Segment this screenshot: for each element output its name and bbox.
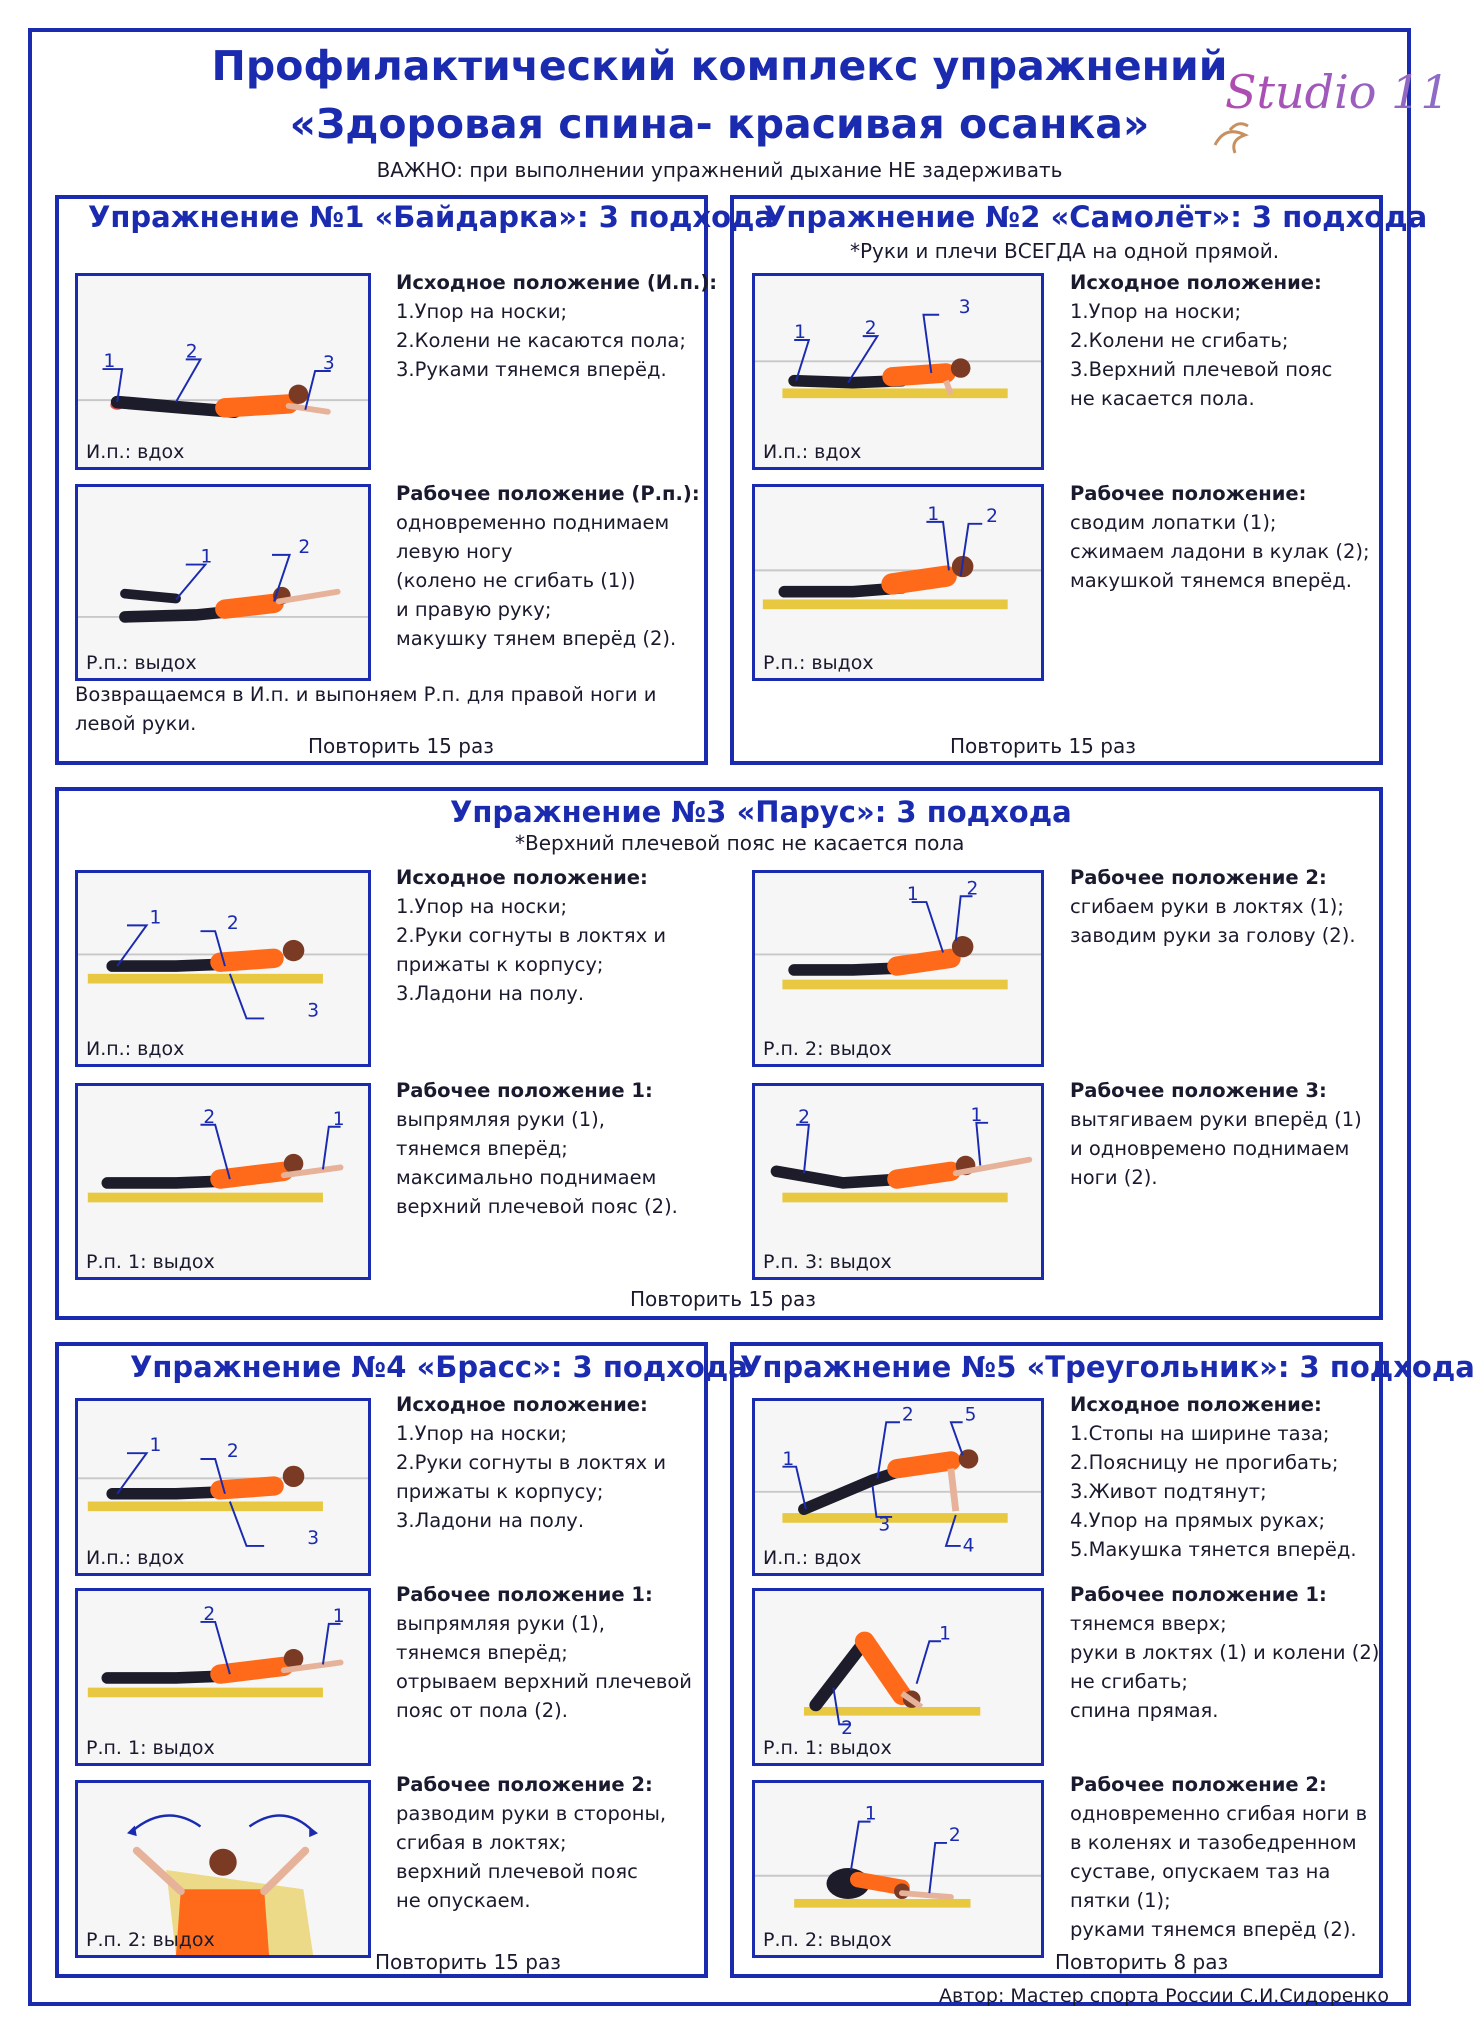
page-title-line2: «Здоровая спина- красивая осанка» [289, 100, 1150, 148]
exercise-5-work1-image [752, 1588, 1044, 1766]
work-line: руками тянемся вперёд (2). [1070, 1918, 1357, 1941]
exercise-5-work2-caption: Р.п. 2: выдох [763, 1929, 892, 1951]
exercise-2-repeat: Повторить 15 раз [950, 734, 1136, 758]
start-heading: Исходное положение: [396, 1393, 648, 1416]
exercise-3-note: *Верхний плечевой пояс не касается пола [515, 831, 965, 855]
label-1: 1 [332, 1606, 345, 1627]
exercise-1-start-text [396, 268, 717, 384]
work-heading: Рабочее положение 1: [396, 1583, 653, 1606]
work-line: одновременно поднимаем [396, 511, 670, 534]
exercise-4-work1-image [75, 1588, 371, 1766]
exercise-2-work-caption: Р.п.: выдох [763, 652, 874, 674]
label-1: 1 [927, 504, 940, 525]
exercise-2-start-image [752, 273, 1044, 470]
work-heading: Рабочее положение: [1070, 482, 1307, 505]
exercise-3-work2-text [1070, 863, 1356, 950]
exercise-2-start-caption: И.п.: вдох [763, 441, 862, 463]
label-2: 2 [948, 1825, 961, 1846]
start-heading: Исходное положение: [1070, 271, 1322, 294]
start-line: 3.Ладони на полу. [396, 982, 585, 1005]
work-heading: Рабочее положение 2: [1070, 866, 1327, 889]
label-1: 1 [200, 546, 213, 568]
exercise-4-work1-text [396, 1580, 692, 1725]
work-line: руки в локтях (1) и колени (2) [1070, 1641, 1380, 1664]
work-line: заводим руки за голову (2). [1070, 924, 1356, 947]
label-1: 1 [149, 907, 162, 929]
exercise-4-start-caption: И.п.: вдох [86, 1547, 185, 1569]
start-line: 1.Упор на носки; [1070, 300, 1242, 323]
start-line: прижаты к корпусу; [396, 953, 604, 976]
work-line: разводим руки в стороны, [396, 1802, 667, 1825]
start-line: не касается пола. [1070, 387, 1255, 410]
work-line: вытягиваем руки вперёд (1) [1070, 1108, 1362, 1131]
exercise-5-start-image [752, 1398, 1044, 1576]
exercise-5-work1-caption: Р.п. 1: выдох [763, 1737, 892, 1759]
exercise-1-return-text [75, 680, 656, 738]
work-line: одновременно сгибая ноги в [1070, 1802, 1368, 1825]
label-1: 1 [939, 1623, 951, 1645]
exercise-2-work-text [1070, 479, 1370, 595]
work-line: верхний плечевой пояс [396, 1860, 638, 1883]
studio-logo [1195, 50, 1450, 160]
start-line: 2.Поясницу не прогибать; [1070, 1451, 1339, 1474]
work-line: в коленях и тазобедренном [1070, 1831, 1357, 1854]
label-3: 3 [958, 296, 971, 318]
work-heading: Рабочее положение 2: [396, 1773, 653, 1796]
start-heading: Исходное положение: [396, 866, 648, 889]
exercise-5-work2-text [1070, 1770, 1367, 1944]
label-2: 2 [986, 505, 998, 527]
exercise-1-work-image [75, 484, 371, 681]
logo-text: Studio 11 [1225, 65, 1450, 119]
exercise-3-work3-caption: Р.п. 3: выдох [763, 1251, 892, 1273]
exercise-3-start-text [396, 863, 666, 1008]
start-line: прижаты к корпусу; [396, 1480, 604, 1503]
exercise-3-work2-image [752, 870, 1044, 1067]
work-line: сжимаем ладони в кулак (2); [1070, 540, 1370, 563]
exercise-3-work1-image [75, 1083, 371, 1280]
label-2: 2 [841, 1718, 854, 1739]
work-heading: Рабочее положение 1: [1070, 1583, 1327, 1606]
exercise-1-start-image [75, 273, 371, 470]
label-2: 2 [203, 1106, 216, 1128]
work-line: не сгибать; [1070, 1670, 1188, 1693]
exercise-5-title: Упражнение №5 «Треугольник»: 3 подхода [740, 1350, 1475, 1384]
work-line: и правую руку; [396, 598, 552, 621]
label-2: 2 [798, 1106, 810, 1128]
exercise-5-work2-image [752, 1780, 1044, 1958]
exercise-5-repeat: Повторить 8 раз [1055, 1950, 1229, 1974]
exercise-1-repeat: Повторить 15 раз [308, 734, 494, 758]
exercise-2-title: Упражнение №2 «Самолёт»: 3 подхода [764, 200, 1428, 234]
exercise-3-repeat: Повторить 15 раз [630, 1287, 816, 1311]
label-2: 2 [203, 1604, 216, 1625]
start-line: 3.Руками тянемся вперёд. [396, 358, 667, 381]
label-1: 1 [149, 1435, 162, 1457]
work-line: пятки (1); [1070, 1889, 1171, 1912]
label-1: 1 [332, 1108, 345, 1130]
start-line: 4.Упор на прямых руках; [1070, 1509, 1326, 1532]
exercise-1-title: Упражнение №1 «Байдарка»: 3 подхода [88, 200, 775, 234]
work-line: максимально поднимаем [396, 1166, 657, 1189]
return-line: левой руки. [75, 712, 197, 735]
start-line: 3.Ладони на полу. [396, 1509, 585, 1532]
work-line: сгибаем руки в локтях (1); [1070, 895, 1344, 918]
start-line: 3.Живот подтянут; [1070, 1480, 1267, 1503]
work-line: ноги (2). [1070, 1166, 1158, 1189]
exercise-3-work3-image [752, 1083, 1044, 1280]
work-heading: Рабочее положение 2: [1070, 1773, 1327, 1796]
work-heading: Рабочее положение 1: [396, 1079, 653, 1102]
work-line: выпрямляя руки (1), [396, 1108, 605, 1131]
label-2: 2 [864, 318, 877, 340]
work-line: суставе, опускаем таз на [1070, 1860, 1331, 1883]
start-line: 1.Стопы на ширине таза; [1070, 1422, 1330, 1445]
label-1: 1 [103, 351, 116, 373]
exercise-1-work-caption: Р.п.: выдох [86, 652, 197, 674]
work-line: сгибая в локтях; [396, 1831, 567, 1854]
start-line: 1.Упор на носки; [396, 300, 568, 323]
label-3: 3 [307, 1528, 320, 1549]
label-1: 1 [782, 1448, 795, 1470]
exercise-4-title: Упражнение №4 «Брасс»: 3 подхода [130, 1350, 748, 1384]
label-5: 5 [964, 1404, 977, 1426]
label-1: 1 [794, 322, 807, 344]
work-line: тянемся вверх; [1070, 1612, 1227, 1635]
work-line: и одновремено поднимаем [1070, 1137, 1350, 1160]
work-line: макушкой тянемся вперёд. [1070, 569, 1352, 592]
exercise-2-work-image [752, 484, 1044, 681]
work-line: (колено не сгибать (1)) [396, 569, 636, 592]
work-line: спина прямая. [1070, 1699, 1219, 1722]
exercise-2-start-text [1070, 268, 1332, 413]
exercise-4-work2-image [75, 1780, 371, 1958]
label-3: 3 [322, 353, 335, 375]
exercise-5-start-text [1070, 1390, 1357, 1564]
label-2: 2 [226, 1441, 239, 1463]
return-line: Возвращаемся в И.п. и выпоняем Р.п. для правой ноги и [75, 683, 657, 706]
label-3: 3 [878, 1514, 891, 1536]
work-heading: Рабочее положение 3: [1070, 1079, 1327, 1102]
exercise-3-start-caption: И.п.: вдох [86, 1038, 185, 1060]
exercise-5-work1-text [1070, 1580, 1379, 1725]
work-line: сводим лопатки (1); [1070, 511, 1277, 534]
exercise-4-repeat: Повторить 15 раз [375, 1950, 561, 1974]
start-line: 2.Руки согнуты в локтях и [396, 1451, 667, 1474]
work-line: пояс от пола (2). [396, 1699, 568, 1722]
work-line: не опускаем. [396, 1889, 531, 1912]
exercise-2-note: *Руки и плечи ВСЕГДА на одной прямой. [850, 239, 1280, 263]
exercise-1-start-caption: И.п.: вдох [86, 441, 185, 463]
author-credit: Автор: Мастер спорта России С.И.Сидоренко [939, 1985, 1389, 2007]
exercise-4-work2-caption: Р.п. 2: выдох [86, 1929, 215, 1951]
work-line: тянемся вперёд; [396, 1137, 568, 1160]
work-line: отрываем верхний плечевой [396, 1670, 692, 1693]
start-line: 1.Упор на носки; [396, 895, 568, 918]
important-note: ВАЖНО: при выполнении упражнений дыхание НЕ задерживать [376, 158, 1063, 182]
exercise-3-work1-text [396, 1076, 678, 1221]
start-line: 2.Руки согнуты в локтях и [396, 924, 667, 947]
exercise-4-work1-caption: Р.п. 1: выдох [86, 1737, 215, 1759]
exercise-3-work2-caption: Р.п. 2: выдох [763, 1038, 892, 1060]
start-line: 2.Колени не сгибать; [1070, 329, 1289, 352]
exercise-3-title: Упражнение №3 «Парус»: 3 подхода [450, 795, 1072, 829]
label-2: 2 [298, 537, 311, 558]
work-heading: Рабочее положение (Р.п.): [396, 482, 700, 505]
exercise-3-start-image [75, 870, 371, 1067]
start-heading: Исходное положение: [1070, 1393, 1322, 1416]
label-2: 2 [966, 878, 979, 900]
work-line: выпрямляя руки (1), [396, 1612, 605, 1635]
label-3: 3 [307, 1000, 320, 1022]
exercise-4-work2-text [396, 1770, 666, 1915]
label-1: 1 [906, 884, 919, 906]
exercise-4-start-text [396, 1390, 666, 1535]
start-heading: Исходное положение (И.п.): [396, 271, 718, 294]
page-title-line1: Профилактический комплекс упражнений [211, 42, 1228, 90]
start-line: 5.Макушка тянется вперёд. [1070, 1538, 1357, 1561]
label-4: 4 [962, 1535, 975, 1557]
label-1: 1 [864, 1803, 877, 1825]
exercise-1-work-text [396, 479, 700, 653]
label-1: 1 [970, 1104, 983, 1126]
work-line: верхний плечевой пояс (2). [396, 1195, 678, 1218]
work-line: левую ногу [396, 540, 513, 563]
work-line: макушку тянем вперёд (2). [396, 627, 677, 650]
exercise-4-start-image [75, 1398, 371, 1576]
start-line: 2.Колени не касаются пола; [396, 329, 686, 352]
work-line: тянемся вперёд; [396, 1641, 568, 1664]
start-line: 1.Упор на носки; [396, 1422, 568, 1445]
label-2: 2 [185, 341, 198, 363]
exercise-3-work1-caption: Р.п. 1: выдох [86, 1251, 215, 1273]
exercise-3-work3-text [1070, 1076, 1362, 1192]
start-line: 3.Верхний плечевой пояс [1070, 358, 1333, 381]
label-2: 2 [901, 1404, 914, 1426]
label-2: 2 [226, 913, 239, 935]
exercise-5-start-caption: И.п.: вдох [763, 1547, 862, 1569]
